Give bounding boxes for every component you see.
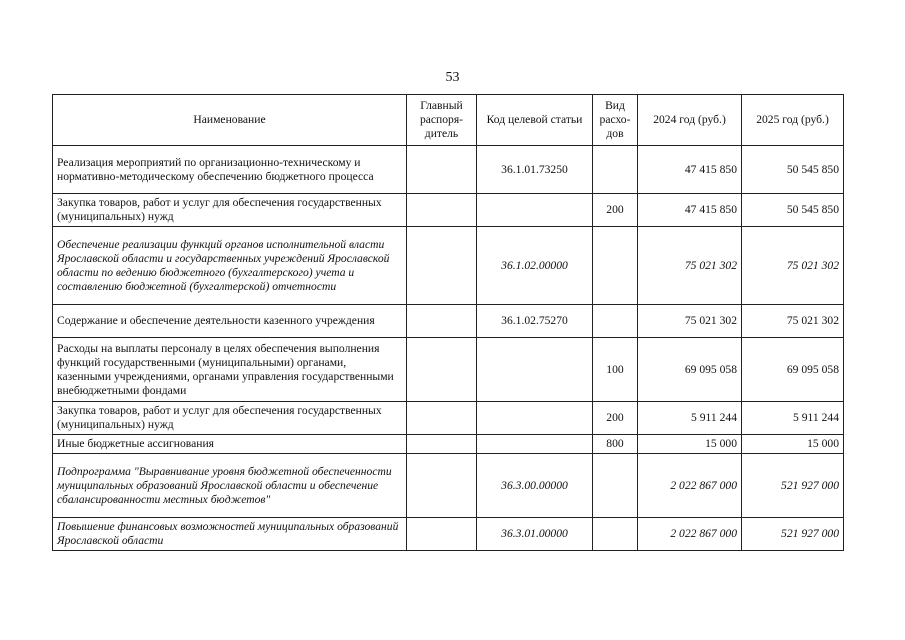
cell-manager bbox=[407, 305, 477, 338]
budget-table bbox=[52, 94, 844, 551]
cell-manager bbox=[407, 338, 477, 402]
cell-type: 800 bbox=[593, 435, 638, 454]
cell-code: 36.3.01.00000 bbox=[477, 518, 593, 551]
header-name: Наименование bbox=[53, 95, 407, 146]
cell-code: 36.1.02.00000 bbox=[477, 227, 593, 305]
cell-2024: 47 415 850 bbox=[638, 194, 742, 227]
cell-2025: 50 545 850 bbox=[742, 194, 844, 227]
cell-name: Реализация мероприятий по организационно-техническому и нормативно-методическому обеспечению бюджетного процесса bbox=[53, 146, 407, 194]
table-row bbox=[53, 227, 844, 305]
cell-name: Содержание и обеспечение деятельности казенного учреждения bbox=[53, 305, 407, 338]
cell-2024: 15 000 bbox=[638, 435, 742, 454]
cell-manager bbox=[407, 518, 477, 551]
table-row bbox=[53, 518, 844, 551]
header-manager: Главный распоря-дитель bbox=[407, 95, 477, 146]
header-code: Код целевой статьи bbox=[477, 95, 593, 146]
cell-2024: 2 022 867 000 bbox=[638, 518, 742, 551]
header-type: Вид расхо-дов bbox=[593, 95, 638, 146]
cell-code bbox=[477, 402, 593, 435]
cell-2024: 2 022 867 000 bbox=[638, 454, 742, 518]
cell-2025: 75 021 302 bbox=[742, 305, 844, 338]
cell-2025: 50 545 850 bbox=[742, 146, 844, 194]
table-row bbox=[53, 402, 844, 435]
cell-code bbox=[477, 194, 593, 227]
cell-type: 200 bbox=[593, 402, 638, 435]
table-row bbox=[53, 194, 844, 227]
cell-2025: 521 927 000 bbox=[742, 518, 844, 551]
table-header-row bbox=[53, 95, 844, 146]
table-body bbox=[53, 146, 844, 551]
cell-manager bbox=[407, 454, 477, 518]
cell-name: Повышение финансовых возможностей муниципальных образований Ярославской области bbox=[53, 518, 407, 551]
cell-manager bbox=[407, 402, 477, 435]
cell-manager bbox=[407, 194, 477, 227]
cell-2025: 75 021 302 bbox=[742, 227, 844, 305]
cell-type bbox=[593, 518, 638, 551]
cell-manager bbox=[407, 146, 477, 194]
cell-code bbox=[477, 338, 593, 402]
cell-2025: 521 927 000 bbox=[742, 454, 844, 518]
cell-name: Подпрограмма "Выравнивание уровня бюджетной обеспеченности муниципальных образований Ярославской области и обеспечение сбалансированности местных бюджетов" bbox=[53, 454, 407, 518]
cell-type: 200 bbox=[593, 194, 638, 227]
table-row bbox=[53, 146, 844, 194]
table-row bbox=[53, 338, 844, 402]
cell-name: Обеспечение реализации функций органов исполнительной власти Ярославской области и государственных учреждений Ярославской области по ведению бюджетного (бухгалтерского) учета и составлению бюджетной (бухгалтерской) отчетности bbox=[53, 227, 407, 305]
cell-2025: 5 911 244 bbox=[742, 402, 844, 435]
cell-manager bbox=[407, 435, 477, 454]
cell-code: 36.3.00.00000 bbox=[477, 454, 593, 518]
cell-type bbox=[593, 454, 638, 518]
table-row bbox=[53, 454, 844, 518]
cell-2025: 69 095 058 bbox=[742, 338, 844, 402]
page-number: 53 bbox=[445, 70, 460, 85]
cell-name: Закупка товаров, работ и услуг для обеспечения государственных (муниципальных) нужд bbox=[53, 402, 407, 435]
cell-2025: 15 000 bbox=[742, 435, 844, 454]
cell-type: 100 bbox=[593, 338, 638, 402]
cell-type bbox=[593, 305, 638, 338]
cell-2024: 69 095 058 bbox=[638, 338, 742, 402]
cell-type bbox=[593, 146, 638, 194]
header-2024: 2024 год (руб.) bbox=[638, 95, 742, 146]
cell-code: 36.1.01.73250 bbox=[477, 146, 593, 194]
table-row bbox=[53, 305, 844, 338]
cell-2024: 75 021 302 bbox=[638, 227, 742, 305]
cell-name: Закупка товаров, работ и услуг для обеспечения государственных (муниципальных) нужд bbox=[53, 194, 407, 227]
cell-code bbox=[477, 435, 593, 454]
cell-name: Расходы на выплаты персоналу в целях обеспечения выполнения функций государственными (муниципальными) органами, казенными учреждениями, органами управления государственными внебюджетными фондами bbox=[53, 338, 407, 402]
cell-2024: 75 021 302 bbox=[638, 305, 742, 338]
cell-2024: 5 911 244 bbox=[638, 402, 742, 435]
cell-2024: 47 415 850 bbox=[638, 146, 742, 194]
cell-type bbox=[593, 227, 638, 305]
header-2025: 2025 год (руб.) bbox=[742, 95, 844, 146]
cell-manager bbox=[407, 227, 477, 305]
cell-code: 36.1.02.75270 bbox=[477, 305, 593, 338]
cell-name: Иные бюджетные ассигнования bbox=[53, 435, 407, 454]
table-row bbox=[53, 435, 844, 454]
